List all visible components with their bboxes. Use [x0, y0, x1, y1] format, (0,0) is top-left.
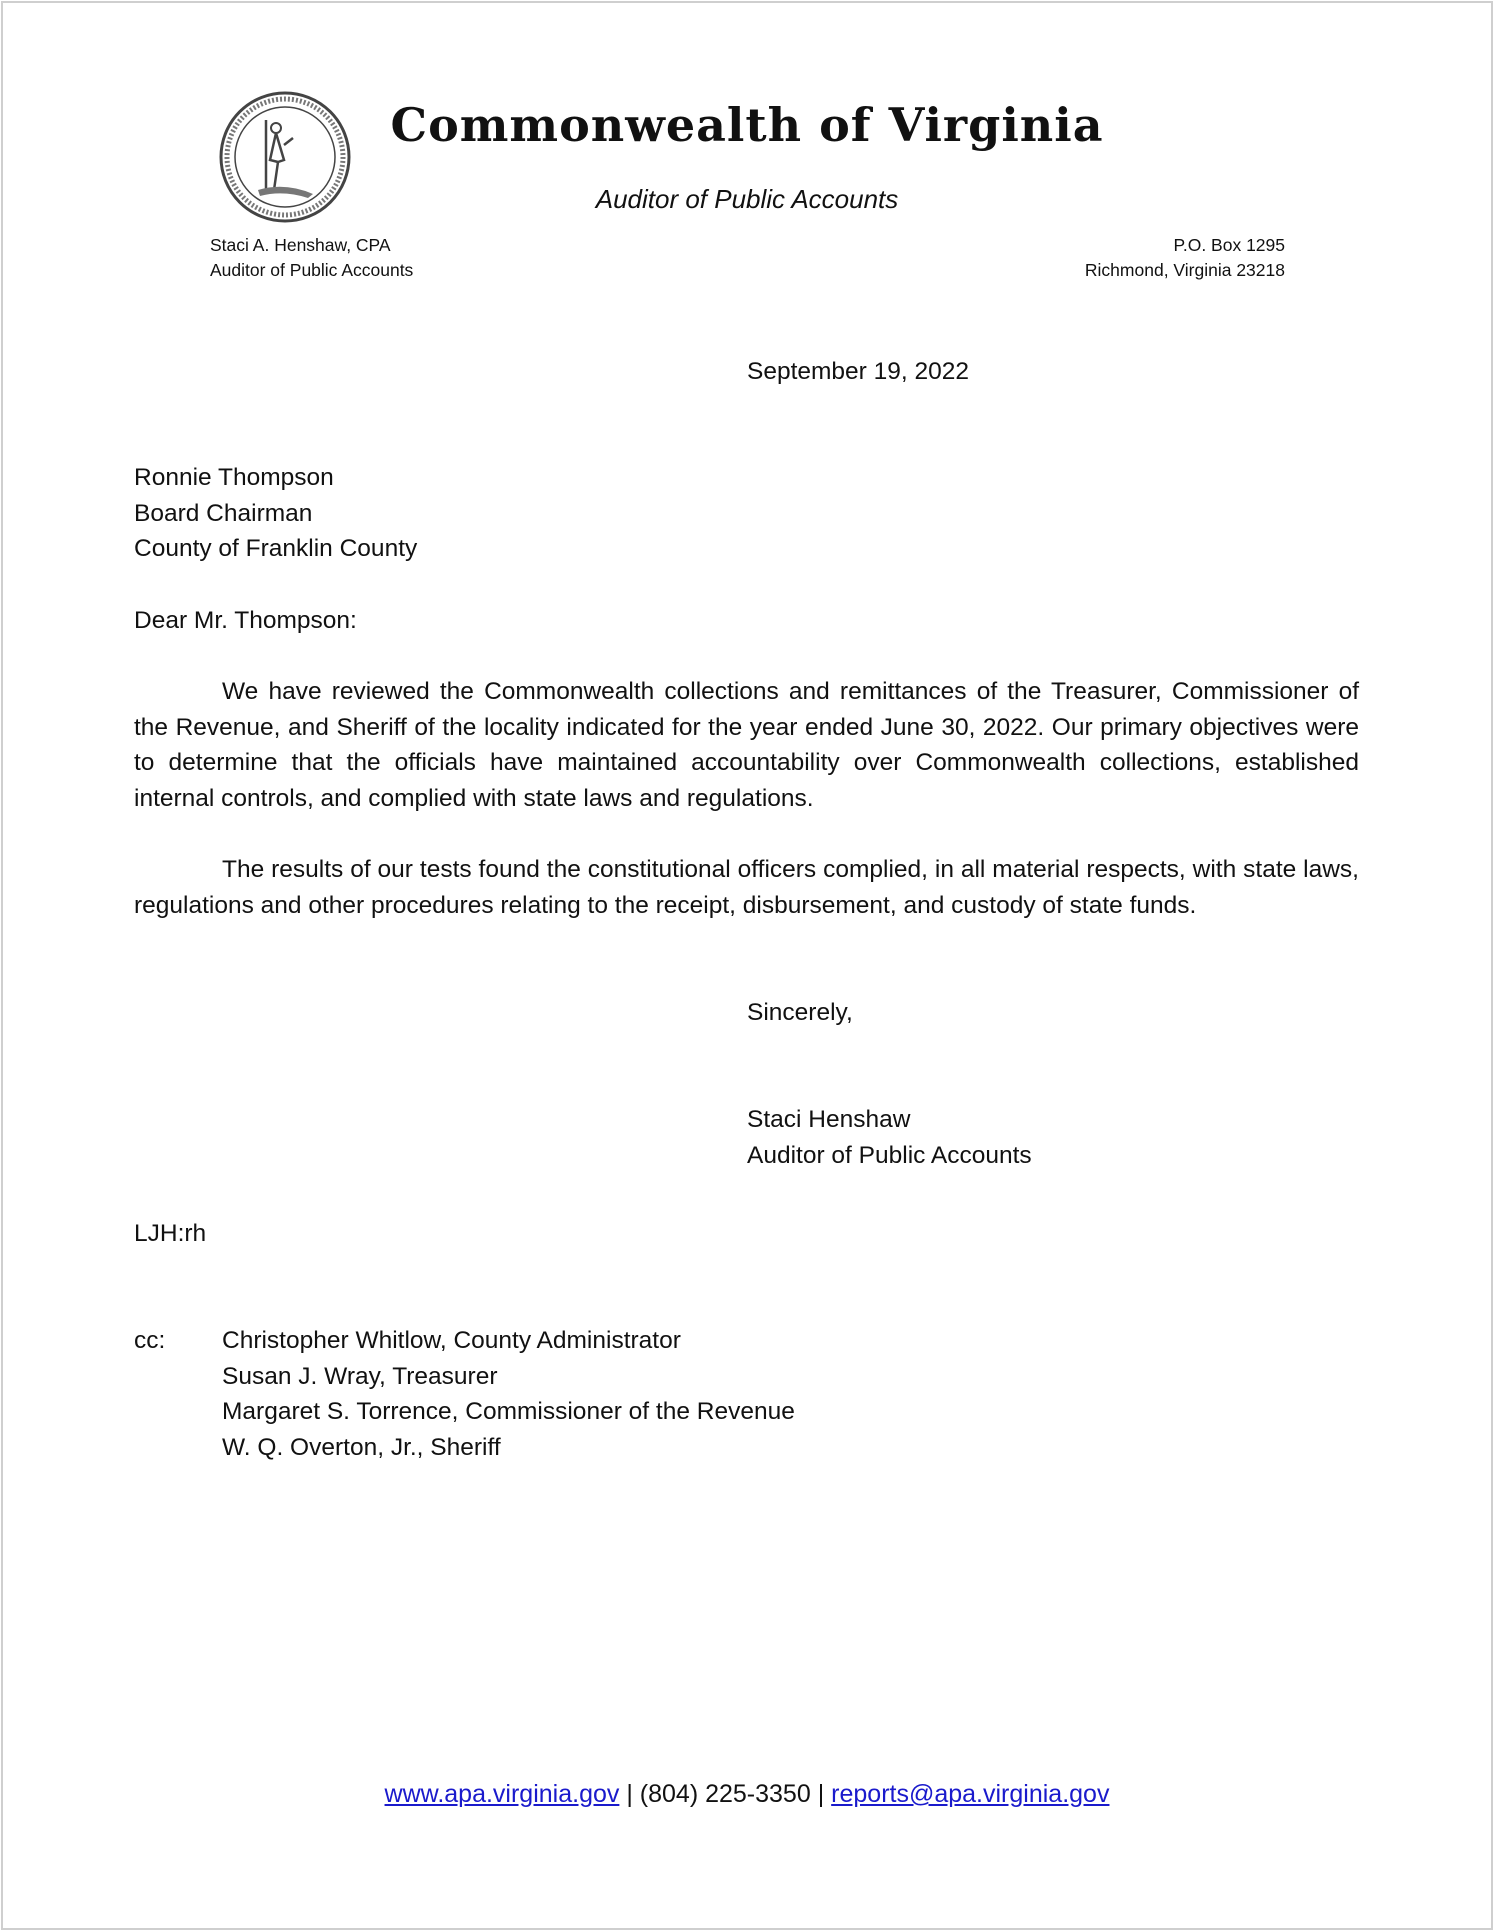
po-box: P.O. Box 1295	[1173, 235, 1285, 255]
cc-label: cc:	[134, 1327, 166, 1354]
sender-title: Auditor of Public Accounts	[210, 260, 414, 280]
recipient-name: Ronnie Thompson	[134, 464, 334, 491]
footer-separator: |	[817, 1780, 825, 1808]
footer	[0, 1780, 1494, 1809]
sender-name: Staci A. Henshaw, CPA	[210, 235, 391, 255]
body-paragraph-2: The results of our tests found the constitutional officers complied, in all material respects, with state laws, regulations and other procedures relating to the receipt, disbursement, and custody of state funds.	[134, 856, 1359, 919]
phone-number: (804) 225-3350	[639, 1780, 811, 1808]
cc-item: W. Q. Overton, Jr., Sheriff	[222, 1434, 501, 1462]
city-state-zip: Richmond, Virginia 23218	[1084, 260, 1285, 280]
sender-info	[210, 233, 413, 283]
page-border	[1, 1, 1493, 1930]
email-link[interactable]: reports@apa.virginia.gov	[831, 1780, 1110, 1808]
cc-list	[222, 1323, 795, 1466]
website-link[interactable]: www.apa.virginia.gov	[384, 1780, 620, 1808]
signature-block	[747, 1102, 1032, 1173]
signer-name: Staci Henshaw	[747, 1106, 911, 1133]
body-paragraph-1: We have reviewed the Commonwealth collections and remittances of the Treasurer, Commissioner of the Revenue, and Sheriff of the locality indicated for the year ended June 30, 2022. Our primary objectives were to determine that the officials have maintained accountability over Commonwealth collections, established internal controls, and complied with state laws and regulations.	[134, 678, 1359, 813]
footer-separator: |	[626, 1780, 633, 1808]
recipient-org: County of Franklin County	[134, 535, 418, 563]
salutation: Dear Mr. Thompson:	[134, 607, 357, 634]
sender-address	[1085, 233, 1285, 283]
letterhead-title: Commonwealth of Virginia	[390, 98, 1104, 152]
signer-title: Auditor of Public Accounts	[747, 1141, 1032, 1169]
recipient-title: Board Chairman	[134, 499, 313, 527]
initials: LJH:rh	[134, 1220, 207, 1247]
cc-item: Christopher Whitlow, County Administrator	[222, 1327, 681, 1354]
recipient-block	[134, 460, 417, 567]
letter-date: September 19, 2022	[747, 358, 970, 385]
cc-item: Margaret S. Torrence, Commissioner of the Revenue	[222, 1398, 795, 1426]
letterhead-subtitle: Auditor of Public Accounts	[595, 184, 899, 214]
cc-item: Susan J. Wray, Treasurer	[222, 1362, 498, 1390]
closing: Sincerely,	[747, 999, 853, 1026]
